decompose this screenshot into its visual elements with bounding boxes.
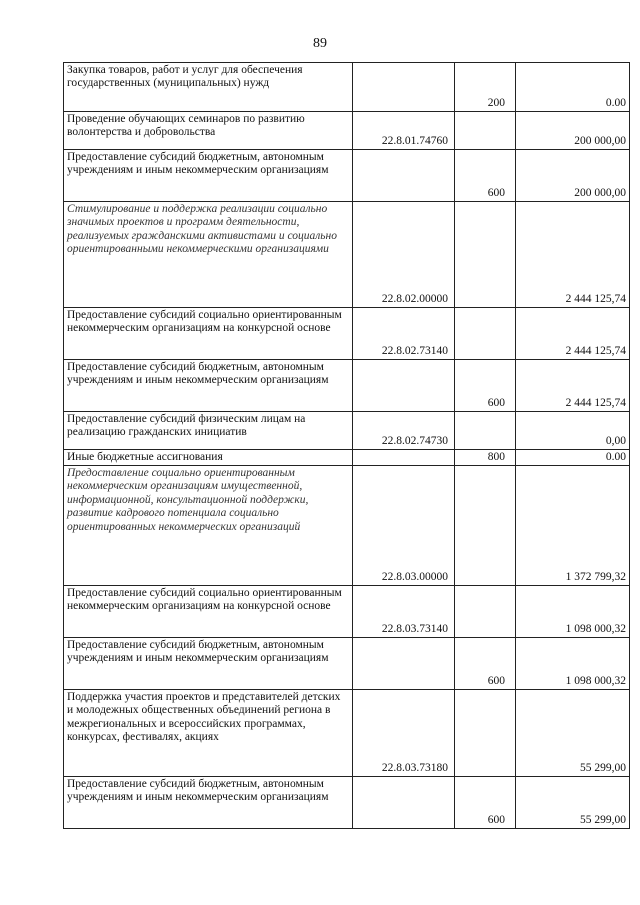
row-code-cell: 22.8.03.00000 bbox=[353, 466, 455, 586]
row-name-cell: Стимулирование и поддержка реализации социально значимых проектов и программ деятельности, реализуемых гражданскими активистами и социально ориентированными некоммерческими организациями bbox=[64, 202, 353, 308]
row-expense-type-cell: 600 bbox=[455, 360, 516, 412]
row-name-cell: Предоставление субсидий бюджетным, автономным учреждениям и иным некоммерческим организациям bbox=[64, 360, 353, 412]
row-code-cell: 22.8.02.00000 bbox=[353, 202, 455, 308]
row-name-cell: Иные бюджетные ассигнования bbox=[64, 450, 353, 466]
row-amount-cell: 200 000,00 bbox=[516, 112, 630, 150]
row-expense-type-cell bbox=[455, 690, 516, 777]
table-row bbox=[64, 112, 630, 150]
budget-table-body bbox=[64, 63, 630, 829]
row-code-cell bbox=[353, 360, 455, 412]
row-expense-type-cell bbox=[455, 412, 516, 450]
row-amount-cell: 0,00 bbox=[516, 412, 630, 450]
row-name-cell: Предоставление субсидий социально ориентированным некоммерческим организациям на конкурсной основе bbox=[64, 586, 353, 638]
table-row bbox=[64, 150, 630, 202]
row-code-cell bbox=[353, 638, 455, 690]
row-amount-cell: 1 098 000,32 bbox=[516, 586, 630, 638]
row-name-cell: Поддержка участия проектов и представителей детских и молодежных общественных объединений региона в межрегиональных и всероссийских программах, конкурсах, фестивалях, акциях bbox=[64, 690, 353, 777]
row-name-cell: Закупка товаров, работ и услуг для обеспечения государственных (муниципальных) нужд bbox=[64, 63, 353, 112]
row-amount-cell: 1 372 799,32 bbox=[516, 466, 630, 586]
table-row bbox=[64, 638, 630, 690]
row-expense-type-cell: 800 bbox=[455, 450, 516, 466]
row-expense-type-cell bbox=[455, 586, 516, 638]
row-name-cell: Проведение обучающих семинаров по развитию волонтерства и добровольства bbox=[64, 112, 353, 150]
budget-table bbox=[63, 62, 630, 829]
row-amount-cell: 200 000,00 bbox=[516, 150, 630, 202]
table-row bbox=[64, 202, 630, 308]
row-code-cell bbox=[353, 450, 455, 466]
table-row bbox=[64, 308, 630, 360]
table-row bbox=[64, 63, 630, 112]
row-code-cell: 22.8.02.74730 bbox=[353, 412, 455, 450]
row-amount-cell: 2 444 125,74 bbox=[516, 202, 630, 308]
table-row bbox=[64, 360, 630, 412]
table-row bbox=[64, 450, 630, 466]
row-code-cell bbox=[353, 63, 455, 112]
row-expense-type-cell bbox=[455, 308, 516, 360]
row-amount-cell: 55 299,00 bbox=[516, 777, 630, 829]
row-expense-type-cell bbox=[455, 112, 516, 150]
row-code-cell bbox=[353, 777, 455, 829]
row-code-cell bbox=[353, 150, 455, 202]
row-name-cell: Предоставление субсидий физическим лицам на реализацию гражданских инициатив bbox=[64, 412, 353, 450]
row-amount-cell: 0.00 bbox=[516, 63, 630, 112]
table-row bbox=[64, 690, 630, 777]
row-code-cell: 22.8.03.73180 bbox=[353, 690, 455, 777]
row-amount-cell: 55 299,00 bbox=[516, 690, 630, 777]
row-expense-type-cell: 600 bbox=[455, 638, 516, 690]
table-row bbox=[64, 777, 630, 829]
row-name-cell: Предоставление субсидий бюджетным, автономным учреждениям и иным некоммерческим организациям bbox=[64, 150, 353, 202]
row-name-cell: Предоставление социально ориентированным некоммерческим организациям имущественной, информационной, консультационной поддержки, развитие кадрового потенциала социально ориентированных некоммерческих организаций bbox=[64, 466, 353, 586]
row-code-cell: 22.8.03.73140 bbox=[353, 586, 455, 638]
row-amount-cell: 2 444 125,74 bbox=[516, 308, 630, 360]
row-expense-type-cell: 600 bbox=[455, 150, 516, 202]
table-row bbox=[64, 586, 630, 638]
row-code-cell: 22.8.02.73140 bbox=[353, 308, 455, 360]
row-expense-type-cell bbox=[455, 466, 516, 586]
row-code-cell: 22.8.01.74760 bbox=[353, 112, 455, 150]
row-expense-type-cell bbox=[455, 202, 516, 308]
row-expense-type-cell: 200 bbox=[455, 63, 516, 112]
page-number: 89 bbox=[313, 36, 327, 51]
row-amount-cell: 2 444 125,74 bbox=[516, 360, 630, 412]
row-expense-type-cell: 600 bbox=[455, 777, 516, 829]
table-row bbox=[64, 412, 630, 450]
row-name-cell: Предоставление субсидий бюджетным, автономным учреждениям и иным некоммерческим организациям bbox=[64, 638, 353, 690]
row-amount-cell: 1 098 000,32 bbox=[516, 638, 630, 690]
row-name-cell: Предоставление субсидий социально ориентированным некоммерческим организациям на конкурсной основе bbox=[64, 308, 353, 360]
row-name-cell: Предоставление субсидий бюджетным, автономным учреждениям и иным некоммерческим организациям bbox=[64, 777, 353, 829]
row-amount-cell: 0.00 bbox=[516, 450, 630, 466]
table-row bbox=[64, 466, 630, 586]
